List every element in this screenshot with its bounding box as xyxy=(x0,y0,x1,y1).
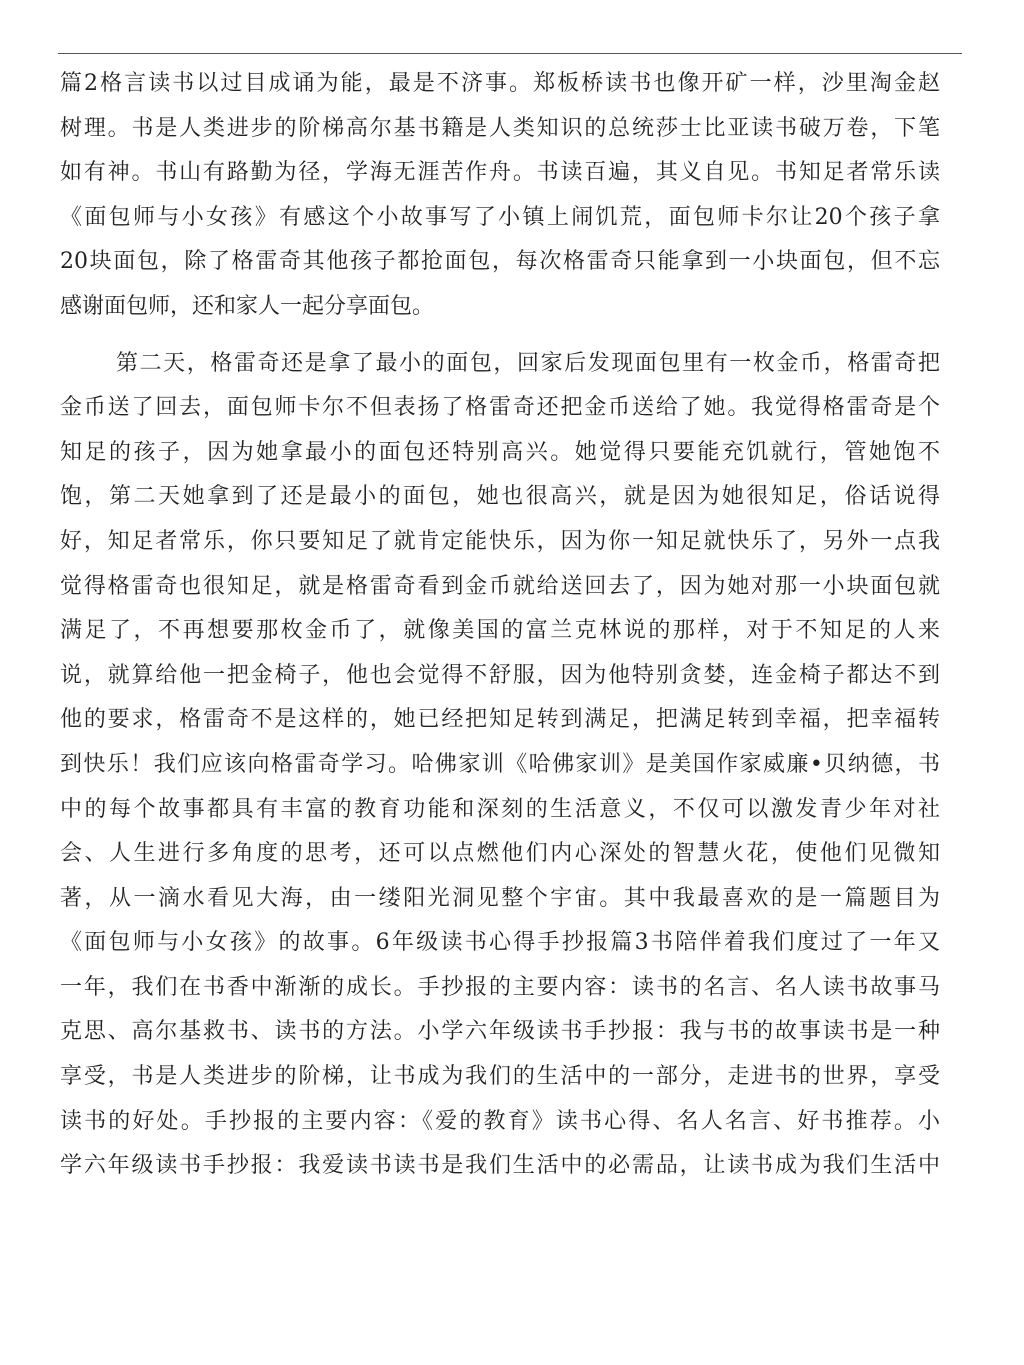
paragraph-1 xyxy=(60,62,940,330)
text-line: 饱，第二天她拿到了还是最小的面包，她也很高兴，就是因为她很知足，俗话说得 xyxy=(60,484,940,510)
text-line: 篇2格言读书以过目成诵为能，最是不济事。郑板桥读书也像开矿一样，沙里淘金赵 xyxy=(60,71,940,96)
text-line: 金币送了回去，面包师卡尔不但表扬了格雷奇还把金币送给了她。我觉得格雷奇是个 xyxy=(60,395,940,421)
text-line: 克思、高尔基救书、读书的方法。小学六年级读书手抄报：我与书的故事读书是一种 xyxy=(60,1019,940,1045)
text-line: 《面包师与小女孩》的故事。6年级读书心得手抄报篇3书陪伴着我们度过了一年又 xyxy=(60,930,940,956)
text-line: 如有神。书山有路勤为径，学海无涯苦作舟。书读百遍，其义自见。书知足者常乐读 xyxy=(60,160,940,186)
document-body xyxy=(60,62,940,1189)
text-line: 著，从一滴水看见大海，由一缕阳光洞见整个宇宙。其中我最喜欢的是一篇题目为 xyxy=(60,885,940,911)
text-line: 知足的孩子，因为她拿最小的面包还特别高兴。她觉得只要能充饥就行，管她饱不 xyxy=(60,439,940,465)
text-line: 到快乐！我们应该向格雷奇学习。哈佛家训《哈佛家训》是美国作家威廉•贝纳德，书 xyxy=(60,751,940,777)
text-line: 享受，书是人类进步的阶梯，让书成为我们的生活中的一部分，走进书的世界，享受 xyxy=(60,1064,940,1090)
header-rule xyxy=(58,53,962,54)
text-line: 满足了，不再想要那枚金币了，就像美国的富兰克林说的那样，对于不知足的人来 xyxy=(60,618,940,644)
text-line: 觉得格雷奇也很知足，就是格雷奇看到金币就给送回去了，因为她对那一小块面包就 xyxy=(60,573,940,599)
paragraph-2 xyxy=(60,342,940,1189)
text-line: 《面包师与小女孩》有感这个小故事写了小镇上闹饥荒，面包师卡尔让20个孩子拿 xyxy=(60,204,940,230)
text-line: 一年，我们在书香中渐渐的成长。手抄报的主要内容：读书的名言、名人读书故事马 xyxy=(60,974,940,1000)
text-line: 感谢面包师，还和家人一起分享面包。 xyxy=(60,293,435,319)
text-line: 他的要求，格雷奇不是这样的，她已经把知足转到满足，把满足转到幸福，把幸福转 xyxy=(60,707,940,733)
text-line: 学六年级读书手抄报：我爱读书读书是我们生活中的必需品，让读书成为我们生活中 xyxy=(60,1153,940,1179)
text-line: 会、人生进行多角度的思考，还可以点燃他们内心深处的智慧火花，使他们见微知 xyxy=(60,841,940,867)
text-line: 中的每个故事都具有丰富的教育功能和深刻的生活意义，不仅可以激发青少年对社 xyxy=(60,796,940,822)
text-line: 好，知足者常乐，你只要知足了就肯定能快乐，因为你一知足就快乐了，另外一点我 xyxy=(60,528,940,554)
paragraph-spacer xyxy=(60,330,940,342)
text-line: 20块面包，除了格雷奇其他孩子都抢面包，每次格雷奇只能拿到一小块面包，但不忘 xyxy=(60,249,940,275)
text-line: 读书的好处。手抄报的主要内容：《爱的教育》读书心得、名人名言、好书推荐。小 xyxy=(60,1108,940,1134)
text-line: 第二天，格雷奇还是拿了最小的面包，回家后发现面包里有一枚金币，格雷奇把 xyxy=(116,350,940,376)
text-line: 树理。书是人类进步的阶梯高尔基书籍是人类知识的总统莎士比亚读书破万卷，下笔 xyxy=(60,115,940,141)
text-line: 说，就算给他一把金椅子，他也会觉得不舒服，因为他特别贪婪，连金椅子都达不到 xyxy=(60,662,940,688)
